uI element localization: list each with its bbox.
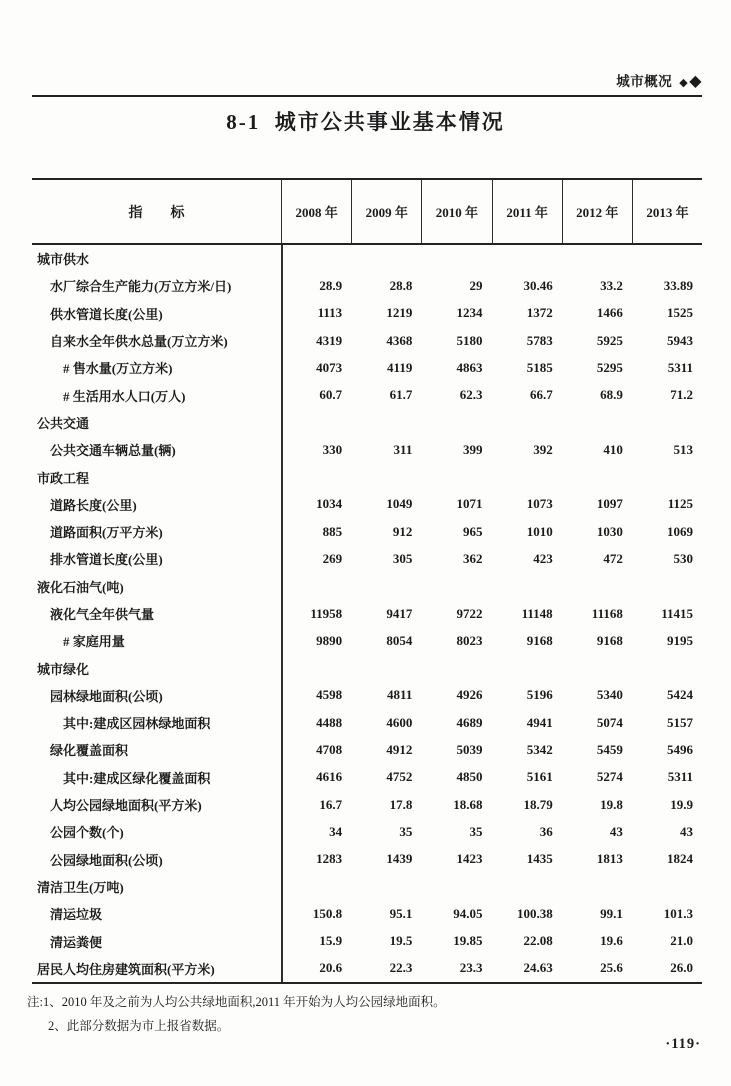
cell-value: 4119 (387, 359, 413, 375)
cell-value: 1813 (596, 851, 623, 867)
cell-value: 5161 (526, 769, 553, 785)
diamond-icon: ◆ (679, 77, 689, 89)
cell-value: 1010 (526, 523, 553, 539)
cell-value: 19.6 (600, 933, 623, 949)
cell-value: 19.9 (670, 796, 694, 812)
table-row (32, 272, 702, 299)
cell-value: 9168 (596, 632, 623, 648)
cell-value: 33.89 (663, 277, 694, 293)
cell-value: 9168 (526, 632, 553, 648)
cell-value: 1435 (526, 851, 553, 867)
row-values (281, 742, 702, 758)
row-label: 道路长度(公里) (50, 497, 137, 513)
cell-value: 33.2 (600, 277, 623, 293)
cell-value: 5074 (596, 714, 623, 730)
cell-value: 4811 (387, 687, 413, 703)
cell-value: 25.6 (600, 960, 623, 976)
cell-value: 61.7 (389, 387, 413, 403)
cell-value: 912 (392, 523, 413, 539)
row-label: 清洁卫生(万吨) (37, 879, 124, 895)
year-column-header: 2010 年 (421, 180, 491, 243)
row-label: 供水管道长度(公里) (50, 306, 163, 322)
table-row (32, 791, 702, 818)
cell-value: 1097 (596, 496, 623, 512)
cell-value: 26.0 (670, 960, 694, 976)
row-label: 排水管道长度(公里) (50, 552, 163, 568)
cell-value: 5943 (667, 332, 694, 348)
cell-value: 1439 (386, 851, 413, 867)
table-row (32, 927, 702, 954)
cell-value: 5496 (667, 741, 694, 757)
cell-value: 1049 (386, 496, 413, 512)
cell-value: 5180 (456, 332, 483, 348)
year-column-header: 2009 年 (351, 180, 421, 243)
cell-value: 1466 (596, 305, 623, 321)
row-values (281, 524, 702, 540)
cell-value: 1071 (456, 496, 483, 512)
header-rule (32, 95, 702, 97)
table-row (32, 300, 702, 327)
table-row (32, 682, 702, 709)
cell-value: 410 (603, 441, 623, 457)
page-title: 8-1 城市公共事业基本情况 (226, 110, 505, 134)
cell-value: 20.6 (319, 960, 343, 976)
cell-value: 5295 (596, 359, 623, 375)
row-values (281, 278, 702, 294)
cell-value: 43 (680, 823, 694, 839)
cell-value: 1525 (667, 305, 694, 321)
cell-value: 29 (469, 277, 483, 293)
cell-value: 305 (392, 550, 413, 566)
row-values (281, 333, 702, 349)
cell-value: 5311 (667, 769, 694, 785)
cell-value: 9722 (456, 605, 483, 621)
cell-value: 23.3 (459, 960, 483, 976)
table-row (32, 846, 702, 873)
cell-value: 1113 (317, 305, 343, 321)
cell-value: 4368 (386, 332, 413, 348)
table-header-row (32, 178, 702, 245)
cell-value: 5342 (526, 741, 553, 757)
cell-value: 22.08 (523, 933, 553, 949)
row-label: 公共交通 (37, 415, 90, 431)
row-label: 其中:建成区绿化覆盖面积 (63, 770, 211, 786)
cell-value: 43 (609, 823, 623, 839)
year-column-header: 2012 年 (562, 180, 632, 243)
cell-value: 1034 (316, 496, 343, 512)
cell-value: 94.05 (453, 905, 483, 921)
cell-value: 5274 (596, 769, 623, 785)
cell-value: 16.7 (319, 796, 343, 812)
cell-value: 311 (393, 441, 413, 457)
cell-value: 4319 (316, 332, 343, 348)
cell-value: 101.3 (663, 905, 694, 921)
cell-value: 4941 (526, 714, 553, 730)
table-row (32, 245, 702, 272)
table-row (32, 354, 702, 381)
table-row (32, 518, 702, 545)
table-row (32, 873, 702, 900)
table-row (32, 900, 702, 927)
cell-value: 60.7 (319, 387, 343, 403)
row-values (281, 769, 702, 785)
cell-value: 71.2 (670, 387, 694, 403)
table-row (32, 463, 702, 490)
indicator-column-header: 指 标 (128, 205, 185, 221)
cell-value: 4863 (456, 359, 483, 375)
cell-value: 35 (399, 823, 413, 839)
cell-value: 5311 (667, 359, 694, 375)
cell-value: 17.8 (389, 796, 413, 812)
cell-value: 5459 (596, 741, 623, 757)
row-label: 绿化覆盖面积 (50, 743, 129, 759)
cell-value: 1073 (526, 496, 553, 512)
cell-value: 5196 (526, 687, 553, 703)
table-row (32, 381, 702, 408)
cell-value: 4073 (316, 359, 343, 375)
row-values (281, 960, 702, 976)
cell-value: 18.79 (523, 796, 553, 812)
cell-value: 9195 (667, 632, 694, 648)
cell-value: 885 (322, 523, 343, 539)
cell-value: 35 (469, 823, 483, 839)
cell-value: 11148 (521, 605, 553, 621)
cell-value: 36 (539, 823, 553, 839)
table-body (32, 245, 702, 984)
cell-value: 5039 (456, 741, 483, 757)
cell-value: 530 (673, 550, 694, 566)
row-label: # 生活用水人口(万人) (63, 388, 186, 404)
footnote-line: 注:1、2010 年及之前为人均公共绿地面积,2011 年开始为人均公园绿地面积。 (27, 995, 446, 1009)
footnote-line: 2、此部分数据为市上报省数据。 (48, 1018, 230, 1033)
cell-value: 11415 (661, 605, 694, 621)
row-values (281, 824, 702, 840)
cell-value: 1824 (667, 851, 694, 867)
row-label: 市政工程 (37, 470, 90, 486)
table-row (32, 327, 702, 354)
table-row (32, 709, 702, 736)
cell-value: 21.0 (670, 933, 694, 949)
row-label: 居民人均住房建筑面积(平方米) (37, 961, 215, 977)
cell-value: 1125 (667, 496, 694, 512)
cell-value: 1219 (386, 305, 413, 321)
cell-value: 5925 (596, 332, 623, 348)
cell-value: 11168 (591, 605, 623, 621)
cell-value: 4850 (456, 769, 483, 785)
row-label: 公园绿地面积(公顷) (50, 852, 163, 868)
row-label: 清运垃圾 (50, 907, 103, 923)
row-values (281, 305, 702, 321)
cell-value: 28.8 (389, 277, 413, 293)
row-values (281, 715, 702, 731)
cell-value: 1069 (667, 523, 694, 539)
cell-value: 9890 (316, 632, 343, 648)
row-label: 清运粪便 (50, 934, 103, 950)
cell-value: 150.8 (312, 905, 343, 921)
diamond-icon: ◆ (689, 73, 702, 90)
cell-value: 399 (463, 441, 483, 457)
year-column-header: 2011 年 (492, 180, 562, 243)
row-label: 城市绿化 (37, 661, 90, 677)
table-row (32, 627, 702, 654)
row-label: 公园个数(个) (50, 825, 124, 841)
cell-value: 4926 (456, 687, 483, 703)
row-label: 自来水全年供水总量(万立方米) (50, 334, 228, 350)
cell-value: 4598 (316, 687, 343, 703)
cell-value: 8023 (456, 632, 483, 648)
cell-value: 9417 (386, 605, 413, 621)
cell-value: 392 (533, 441, 553, 457)
statistics-table (32, 178, 702, 984)
row-label: 液化气全年供气量 (50, 607, 155, 622)
cell-value: 18.68 (453, 796, 483, 812)
cell-value: 28.9 (319, 277, 343, 293)
cell-value: 5157 (667, 714, 694, 730)
row-label: 液化石油气(吨) (37, 579, 124, 595)
table-row (32, 545, 702, 572)
cell-value: 4616 (316, 769, 343, 785)
table-row (32, 955, 702, 982)
cell-value: 99.1 (600, 905, 623, 921)
cell-value: 15.9 (319, 933, 343, 949)
row-values (281, 442, 702, 458)
row-values (281, 551, 702, 567)
table-row (32, 764, 702, 791)
row-label: 道路面积(万平方米) (50, 525, 163, 541)
table-row (32, 654, 702, 681)
row-label: 其中:建成区园林绿地面积 (63, 716, 211, 732)
cell-value: 8054 (386, 632, 413, 648)
cell-value: 362 (463, 550, 483, 566)
row-label: 水厂综合生产能力(万立方米/日) (50, 279, 232, 295)
cell-value: 5783 (526, 332, 553, 348)
row-values (281, 387, 702, 403)
cell-value: 4600 (386, 714, 413, 730)
cell-value: 30.46 (523, 277, 553, 293)
cell-value: 1283 (316, 851, 343, 867)
cell-value: 34 (329, 823, 343, 839)
cell-value: 5340 (596, 687, 623, 703)
cell-value: 330 (322, 441, 343, 457)
row-values (281, 851, 702, 867)
cell-value: 5185 (526, 359, 553, 375)
cell-value: 472 (603, 550, 623, 566)
table-row (32, 573, 702, 600)
year-column-header: 2013 年 (632, 180, 702, 243)
cell-value: 22.3 (389, 960, 413, 976)
cell-value: 1372 (526, 305, 553, 321)
page-number: ·119· (665, 1036, 701, 1052)
table-row (32, 409, 702, 436)
cell-value: 1030 (596, 523, 623, 539)
row-label: # 售水量(万立方米) (63, 361, 173, 377)
cell-value: 4689 (456, 714, 483, 730)
row-values (281, 906, 702, 922)
cell-value: 19.8 (600, 796, 623, 812)
cell-value: 66.7 (529, 387, 553, 403)
running-head-label: 城市概况 (616, 74, 673, 89)
cell-value: 1423 (456, 851, 483, 867)
table-row (32, 736, 702, 763)
cell-value: 5424 (667, 687, 694, 703)
row-label: # 家庭用量 (63, 634, 125, 650)
row-values (281, 360, 702, 376)
footnotes (27, 991, 446, 1039)
cell-value: 95.1 (389, 905, 413, 921)
cell-value: 513 (673, 441, 694, 457)
row-values (281, 687, 702, 703)
cell-value: 62.3 (459, 387, 483, 403)
cell-value: 4912 (386, 741, 413, 757)
row-label: 人均公园绿地面积(平方米) (50, 798, 202, 814)
running-head (32, 70, 702, 91)
cell-value: 4708 (316, 741, 343, 757)
table-row (32, 491, 702, 518)
cell-value: 1234 (456, 305, 483, 321)
cell-value: 19.85 (453, 933, 483, 949)
cell-value: 269 (322, 550, 343, 566)
cell-value: 4488 (316, 714, 343, 730)
row-label: 公共交通车辆总量(辆) (50, 443, 176, 459)
row-label: 园林绿地面积(公顷) (50, 688, 163, 704)
cell-value: 11958 (310, 605, 343, 621)
cell-value: 24.63 (523, 960, 553, 976)
cell-value: 100.38 (516, 905, 553, 921)
table-row (32, 436, 702, 463)
row-values (281, 797, 702, 813)
cell-value: 4752 (386, 769, 413, 785)
row-values (281, 606, 702, 622)
table-row (32, 600, 702, 627)
row-values (281, 933, 702, 949)
table-row (32, 818, 702, 845)
row-values (281, 496, 702, 512)
cell-value: 423 (533, 550, 553, 566)
row-values (281, 633, 702, 649)
year-column-header: 2008 年 (281, 180, 351, 243)
row-label: 城市供水 (37, 252, 90, 268)
cell-value: 19.5 (389, 933, 413, 949)
cell-value: 68.9 (600, 387, 623, 403)
cell-value: 965 (463, 523, 483, 539)
